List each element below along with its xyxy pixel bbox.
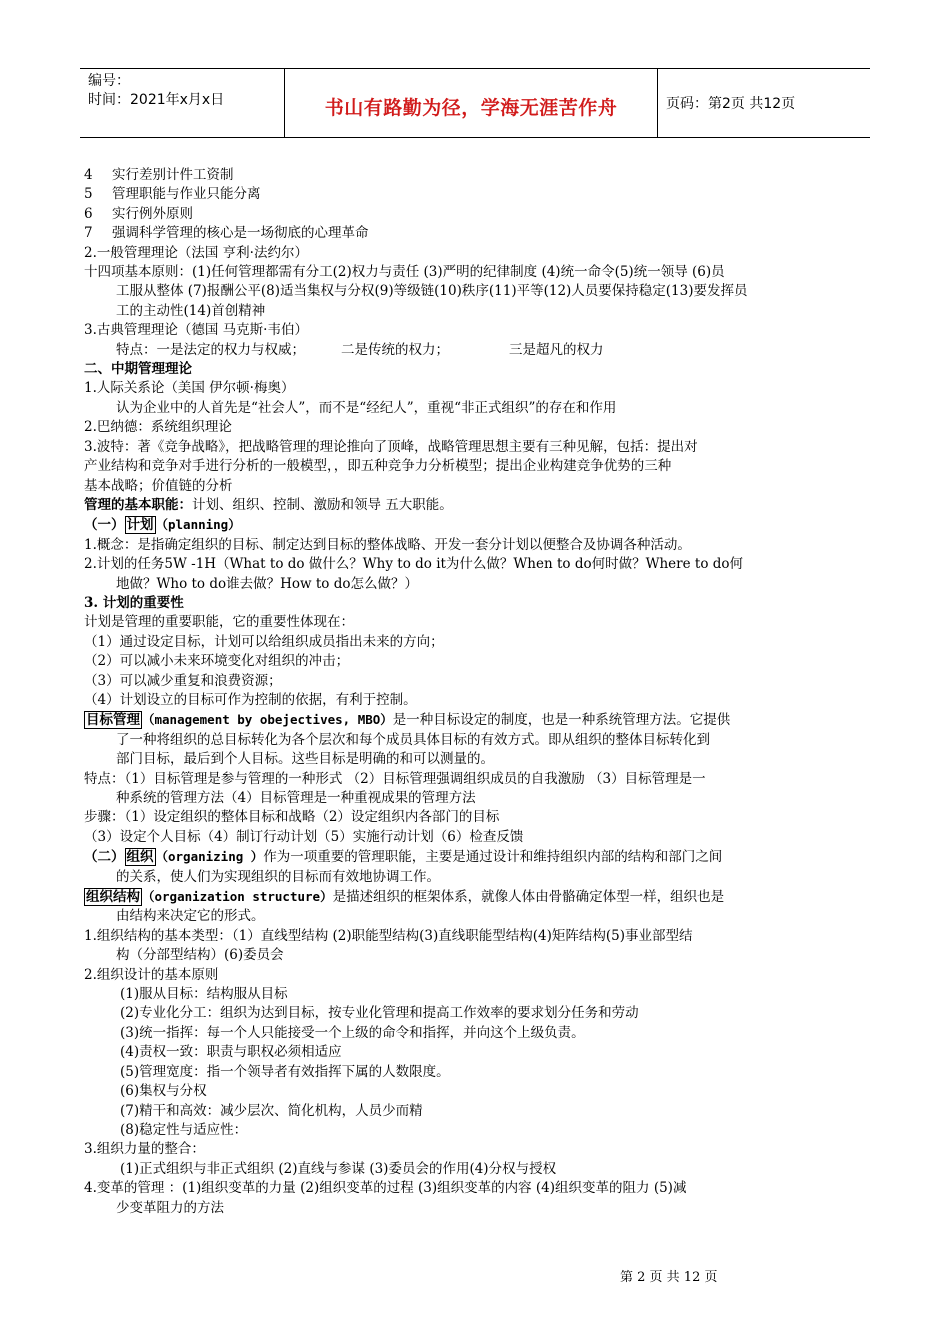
section-heading: 2.巴纳德：系统组织理论 (84, 419, 232, 436)
section-heading: 2.组织设计的基本原则 (84, 966, 219, 983)
section-heading: （一） 计划 （planning） (84, 517, 241, 534)
paragraph: 2.计划的任务5W -1H（What to do 做什么？Why to do it为什么做？When to do何时做？Where to do何 (84, 556, 744, 573)
paragraph: (1)正式组织与非正式组织 (2)直线与参谋 (3)委员会的作用(4)分权与授权 (120, 1160, 557, 1177)
section-title: 二、中期管理理论 (84, 361, 192, 378)
header-motto-cell (284, 69, 658, 137)
list-item: （4）计划设立的目标可作为控制的依据，有利于控制。 (84, 691, 417, 708)
section-heading: 3.古典管理理论（德国 马克斯·韦伯） (84, 322, 308, 339)
paragraph-continuation: 地做？Who to do谁去做？How to do怎么做？） (116, 575, 418, 592)
paragraph-continuation: 种系统的管理方法（4）目标管理是一种重视成果的管理方法 (116, 790, 476, 806)
paragraph-continuation: 了一种将组织的总目标转化为各个层次和每个成员具体目标的有效方式。即从组织的整体目标转化到 (116, 731, 710, 748)
paragraph-continuation: 少变革阻力的方法 (116, 1199, 224, 1216)
paragraph-continuation: 由结构来决定它的形式。 (116, 908, 265, 925)
paragraph-continuation: 基本战略；价值链的分析 (84, 477, 233, 494)
paragraph-continuation: 的关系，使人们为实现组织的目标而有效地协调工作。 (116, 868, 440, 885)
boxed-term: 组织结构 (86, 889, 140, 906)
list-item: (1)服从目标：结构服从目标 (120, 986, 288, 1003)
paragraph: 十四项基本原则：(1)任何管理都需有分工(2)权力与责任 (3)严明的纪律制度 (4)统一命令(5)统一领导 (6)员 (84, 264, 725, 281)
paragraph: 组织结构 （organization structure）是描述组织的框架体系，就像人体由骨骼确定体型一样，组织也是 (86, 889, 725, 906)
page-footer: 第 2 页 共 12 页 (620, 1270, 718, 1285)
list-item: (6)集权与分权 (120, 1083, 207, 1100)
paragraph: 目标管理 （management by obejectives, MBO）是一种目标设定的制度，也是一种系统管理方法。它提供 (86, 712, 731, 729)
paragraph-continuation: 产业结构和竞争对手进行分析的一般模型，，即五种竞争力分析模型；提出企业构建竞争优势的三种 (84, 458, 672, 475)
paragraph: 认为企业中的人首先是“社会人”，而不是“经纪人”，重视“非正式组织”的存在和作用 (116, 399, 617, 416)
list-item: （3）可以减少重复和浪费资源； (84, 672, 282, 689)
list-item: (2)专业化分工：组织为达到目标，按专业化管理和提高工作效率的要求划分任务和劳动 (120, 1005, 639, 1022)
paragraph-continuation: 部门目标，最后到个人目标。这些目标是明确的和可以测量的。 (116, 751, 494, 768)
list-item: (4)责权一致：职责与职权必须相适应 (120, 1044, 342, 1061)
paragraph-continuation: （3）设定个人目标（4）制订行动计划（5）实施行动计划（6）检查反馈 (84, 828, 524, 845)
paragraph: 特点：（1）目标管理是参与管理的一种形式 （2）目标管理强调组织成员的自我激励 （3）目标管理是一 (84, 770, 706, 787)
paragraph-continuation: 构（分部型结构）(6)委员会 (116, 947, 284, 964)
paragraph: 3.波特：著《竞争战略》，把战略管理的理论推向了顶峰，战略管理思想主要有三种见解，包括：提出对 (84, 438, 698, 455)
paragraph-continuation: 工服从整体 (7)报酬公平(8)适当集权与分权(9)等级链(10)秩序(11)平等(12)人员要保持稳定(13)要发挥员 (116, 283, 748, 300)
list-item: 6 实行例外原则 (84, 205, 193, 222)
page-header (80, 68, 870, 138)
date-label: 时间：2021年x月x日 (88, 92, 225, 108)
paragraph: 特点：一是法定的权力与权威； 二是传统的权力； 三是超凡的权力 (116, 341, 604, 358)
boxed-term: 目标管理 (86, 712, 140, 729)
paragraph: 1.组织结构的基本类型：（1）直线型结构 (2)职能型结构(3)直线职能型结构(4)矩阵结构(5)事业部型结 (84, 927, 693, 944)
boxed-term: 组织 (126, 849, 154, 866)
serial-number-label: 编号： (88, 73, 130, 89)
paragraph: 管理的基本职能：计划、组织、控制、激励和领导 五大职能。 (84, 496, 453, 513)
header-page-cell (658, 69, 870, 137)
list-item: (7)精干和高效：减少层次、简化机构，人员少而精 (120, 1102, 423, 1119)
paragraph: 计划是管理的重要职能，它的重要性体现在： (84, 614, 354, 631)
section-heading: 3. 计划的重要性 (84, 594, 184, 611)
paragraph: （二） 组织 （organizing ）作为一项重要的管理职能，主要是通过设计和维持组织内部的结构和部门之间 (84, 849, 723, 866)
list-item: （1）通过设定目标，计划可以给组织成员指出未来的方向； (84, 633, 444, 650)
list-item: (5)管理宽度：指一个领导者有效指挥下属的人数限度。 (120, 1063, 450, 1080)
section-heading: 3.组织力量的整合： (84, 1141, 205, 1158)
section-heading: 1.人际关系论（美国 伊尔顿·梅奥） (84, 380, 295, 397)
header-info (80, 69, 282, 137)
motto: 书山有路勤为径，学海无涯苦作舟 (324, 97, 618, 119)
list-item: 4 实行差别计件工资制 (84, 167, 234, 183)
paragraph-continuation: 工的主动性(14)首创精神 (116, 302, 266, 319)
list-item: (8)稳定性与适应性： (120, 1121, 248, 1138)
section-heading: 2.一般管理理论（法国 亨利·法约尔） (84, 244, 308, 261)
paragraph: 步骤：（1）设定组织的整体目标和战略（2）设定组织内各部门的目标 (84, 809, 500, 826)
list-item: 7 强调科学管理的核心是一场彻底的心理革命 (84, 225, 369, 242)
paragraph: 1.概念：是指确定组织的目标、制定达到目标的整体战略、开发一套分计划以便整合及协调各种活动。 (84, 536, 691, 553)
list-item: 5 管理职能与作业只能分离 (84, 186, 261, 203)
list-item: (3)统一指挥：每一个人只能接受一个上级的命令和指挥，并向这个上级负责。 (120, 1024, 585, 1041)
page-number-label: 页码：第2页 共12页 (666, 96, 796, 112)
document-body (84, 166, 874, 1218)
boxed-term: 计划 (126, 517, 154, 534)
paragraph: 4.变革的管理 ：(1)组织变革的力量 (2)组织变革的过程 (3)组织变革的内容 (4)组织变革的阻力 (5)减 (84, 1180, 687, 1197)
list-item: （2）可以减小未来环境变化对组织的冲击； (84, 653, 350, 670)
